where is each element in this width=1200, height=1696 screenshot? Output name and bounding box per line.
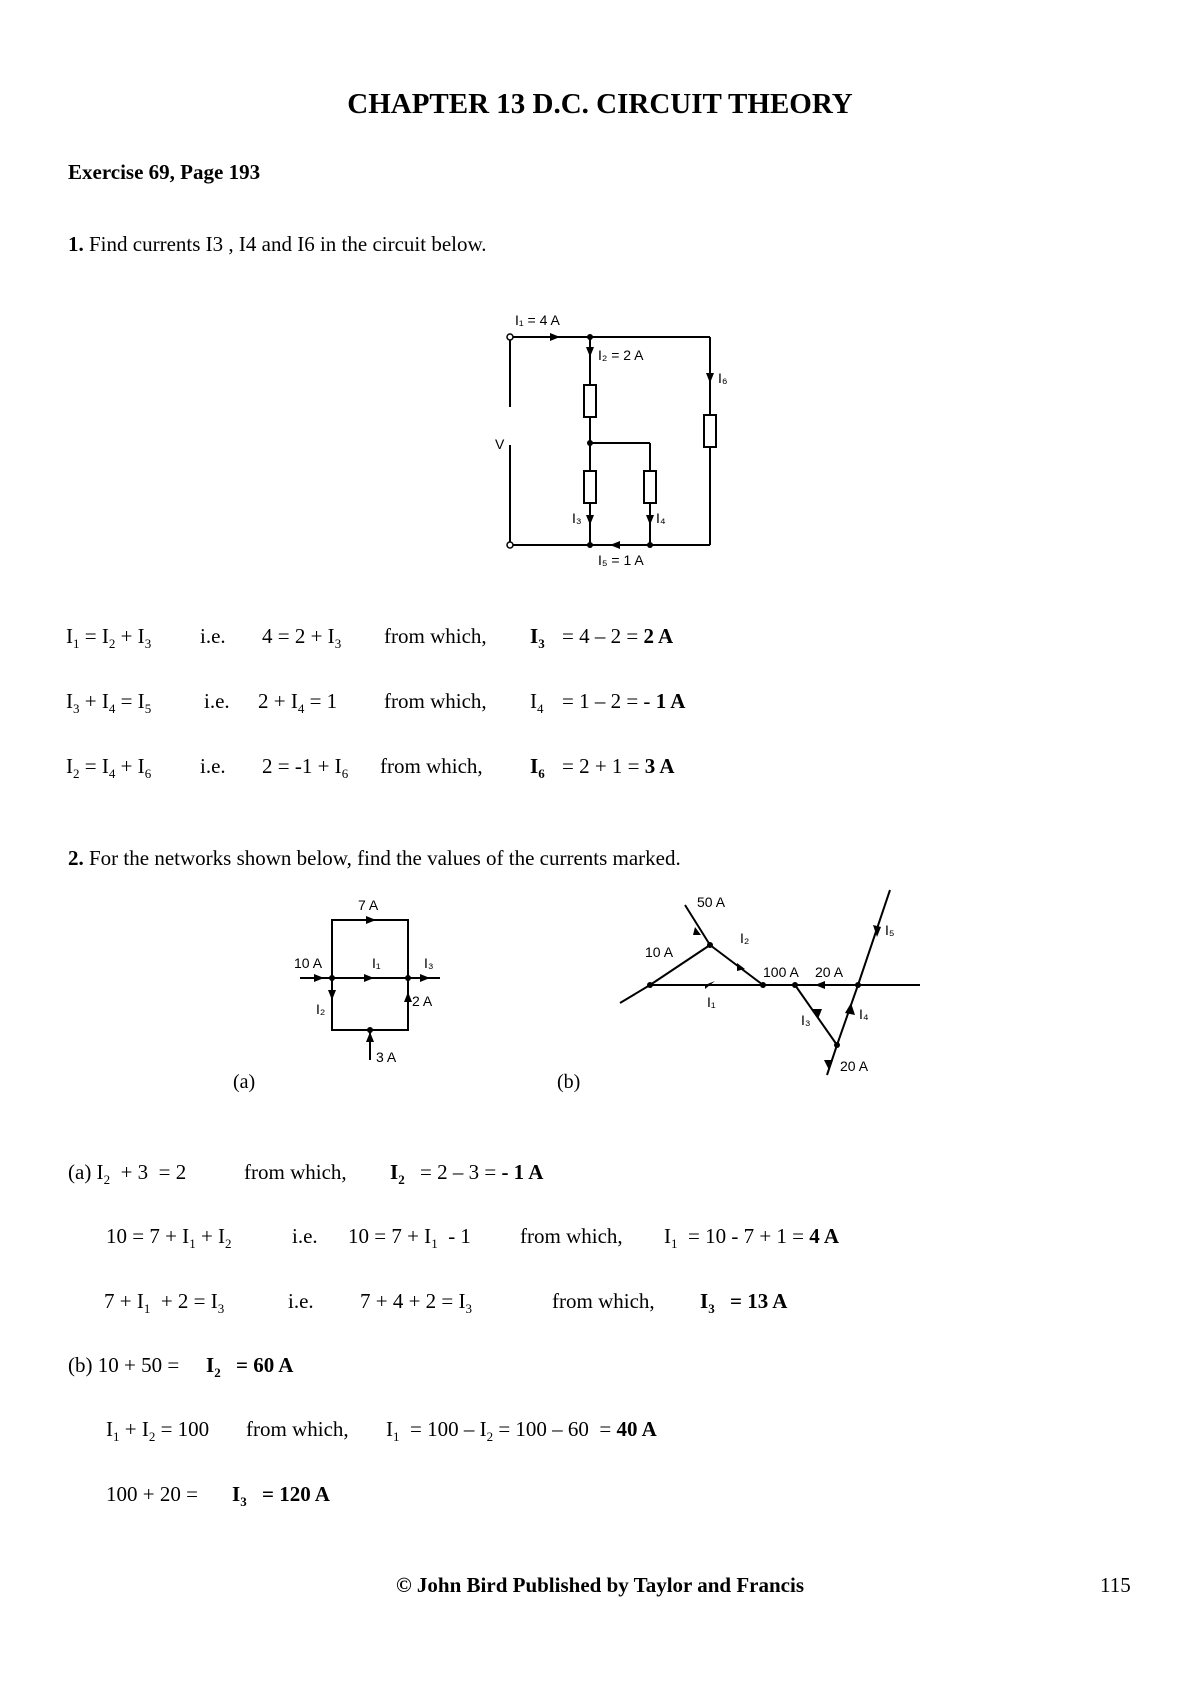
q2b-row-2: $I_1 + I_2 = 100$ from which, $I_1 = 100 - I_2 = 100 - 60 = 40$ A [106, 1417, 657, 1445]
q2b-row-3: 100 + 20 = $I_3$ = 120 A [106, 1482, 330, 1510]
q2a-row-2: $10 = 7 + I_1 + I_2$ i.e. $10 = 7 + I_1 - 1$ from which, $I_1 = 10 - 7 + 1 = 4$ A [106, 1224, 840, 1252]
q2a-row-2-fw: from which, [520, 1224, 623, 1248]
q2a-row-1-fw: from which, [244, 1160, 347, 1184]
q2a-row-3-ie: i.e. [288, 1289, 314, 1313]
question-1-number: 1. [68, 232, 84, 256]
label-i1: I₁ = 4 A [515, 312, 560, 328]
question-2-number: 2. [68, 846, 84, 870]
question-1 [68, 232, 487, 257]
label-7a: 7 A [358, 897, 379, 913]
q2a-row-1: (a) $I_2 + 3 = 2$ from which, $I_2$ = 2 – 3 = - 1 A [68, 1160, 544, 1188]
label-100a: 100 A [763, 964, 799, 980]
q2a-row-1-answer: - 1 A [501, 1160, 544, 1184]
q1-row-1-fw: from which, [384, 624, 487, 648]
label-a-i2: I₂ [316, 1001, 326, 1017]
footer-copyright: © John Bird Published by Taylor and Francis [395, 1573, 804, 1597]
label-b-20a-bottom: 20 A [840, 1058, 869, 1074]
chapter-title: CHAPTER 13 D.C. CIRCUIT THEORY [347, 88, 853, 120]
caption-a: (a) [233, 1071, 256, 1093]
label-3a: 3 A [376, 1049, 397, 1065]
q2b-row-1-answer: = 60 A [236, 1353, 294, 1377]
q1-row-3-answer: 3 A [644, 754, 675, 778]
q2a-row-3-fw: from which, [552, 1289, 655, 1313]
q1-row-2: $I_3 + I_4 = I_5$ i.e. $2 + I_4 = 1$ from which, $I_4$ = 1 – 2 = - 1 A [66, 689, 686, 717]
exercise-heading: Exercise 69, Page 193 [68, 160, 261, 184]
question-1-text: Find currents I3 , I4 and I6 in the circuit below. [89, 232, 487, 256]
question-2 [68, 846, 681, 871]
q2b-row-2-fw: from which, [246, 1417, 349, 1441]
circuit-diagram-q1 [450, 285, 740, 575]
label-i5: I₅ = 1 A [598, 552, 644, 568]
label-b-i3: I₃ [801, 1012, 811, 1028]
label-b-10a: 10 A [645, 944, 674, 960]
q1-row-1: $I_1 = I_2 + I_3$ i.e. $4 = 2 + I_3$ from which, $I_3$ = 4 – 2 = 2 A [66, 624, 674, 652]
label-i2: I₂ = 2 A [598, 347, 644, 363]
q2b-row-1-pre: (b) 10 + 50 = [68, 1353, 180, 1377]
label-b-i5: I₅ [885, 922, 895, 938]
network-diagram-a [290, 890, 470, 1070]
label-a-i1: I₁ [372, 955, 381, 971]
q2a-row-3-answer: = 13 A [730, 1289, 788, 1313]
q1-row-3-ie: i.e. [200, 754, 226, 778]
label-i3: I₃ [572, 510, 582, 526]
q2a-row-2-answer: 4 A [809, 1224, 840, 1248]
q1-row-2-fw: from which, [384, 689, 487, 713]
q2b-row-1: (b) 10 + 50 = $I_2$ = 60 A [68, 1353, 294, 1381]
q2b-row-3-pre: 100 + 20 = [106, 1482, 198, 1506]
network-diagram-b [615, 885, 925, 1085]
q1-row-1-answer: 2 A [643, 624, 674, 648]
label-b-i2: I₂ [740, 930, 750, 946]
q1-row-2-ie: i.e. [204, 689, 230, 713]
label-b-i4: I₄ [859, 1006, 869, 1022]
q1-row-2-answer: 1 A [655, 689, 686, 713]
label-v: V [495, 436, 505, 452]
label-a-i3: I₃ [424, 955, 434, 971]
label-10a: 10 A [294, 955, 323, 971]
q2b-row-2-answer: 40 A [616, 1417, 657, 1441]
q1-row-1-ie: i.e. [200, 624, 226, 648]
label-b-20a: 20 A [815, 964, 844, 980]
q2b-row-3-answer: = 120 A [262, 1482, 330, 1506]
q1-row-3-fw: from which, [380, 754, 483, 778]
label-i6: I₆ [718, 370, 728, 386]
label-i4: I₄ [656, 510, 666, 526]
label-b-i1: I₁ [707, 994, 716, 1010]
question-2-text: For the networks shown below, find the values of the currents marked. [89, 846, 681, 870]
caption-b: (b) [557, 1071, 581, 1093]
q2a-row-2-ie: i.e. [292, 1224, 318, 1248]
q1-row-3: $I_2 = I_4 + I_6$ i.e. $2 = -1 + I_6$ from which, $I_6$ = 2 + 1 = 3 A [66, 754, 675, 782]
q2a-row-3: $7 + I_1 + 2 = I_3$ i.e. $7 + 4 + 2 = I_3$ from which, $I_3$ = 13 A [104, 1289, 788, 1317]
label-2a: 2 A [412, 993, 433, 1009]
label-50a: 50 A [697, 894, 726, 910]
page-number: 115 [1100, 1573, 1131, 1597]
